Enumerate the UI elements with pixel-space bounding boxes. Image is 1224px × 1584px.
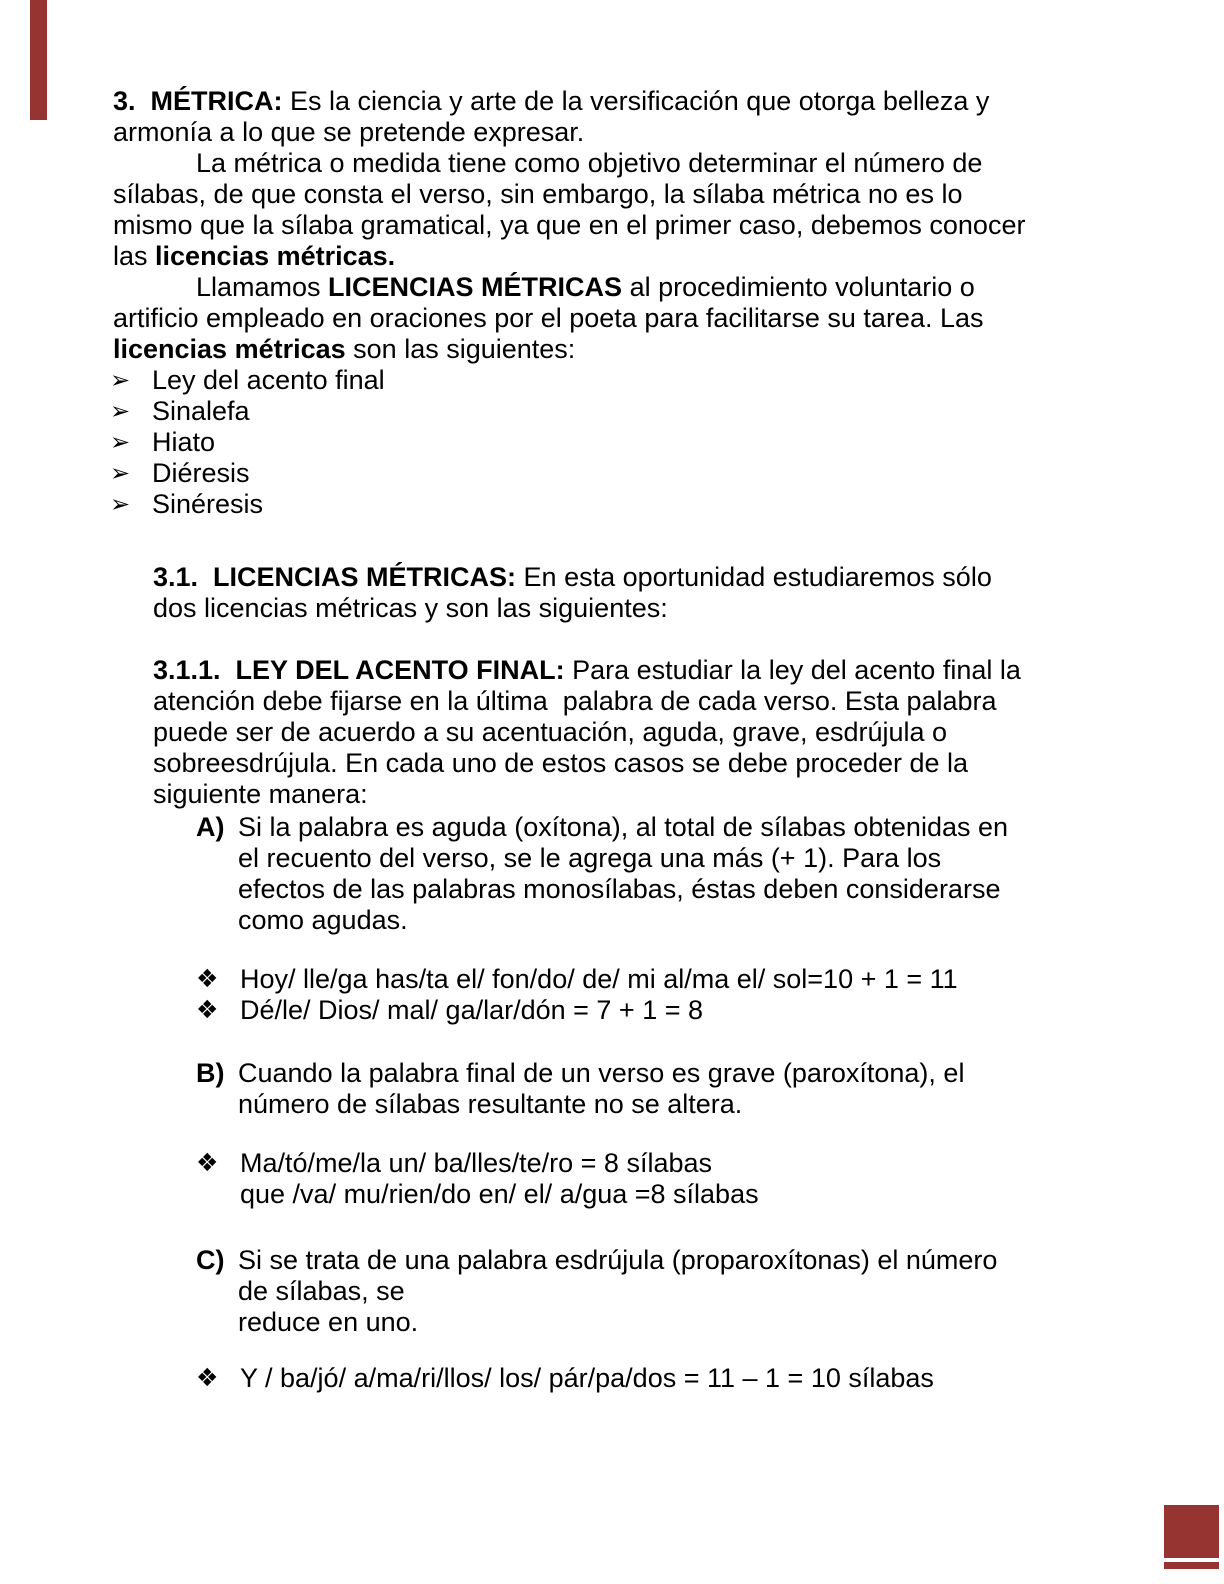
text-line: atención debe fijarse en la última palabra de cada verso. Esta palabra [153, 686, 997, 716]
diamond-bullet-icon: ❖ [196, 1364, 219, 1392]
example-line: ❖ Ma/tó/me/la un/ ba/lles/te/ro = 8 sílabas [196, 1148, 712, 1178]
section-3-paragraph [113, 86, 989, 148]
diamond-bullet-icon: ❖ [196, 1149, 219, 1177]
arrow-bullet-icon: ➢ [110, 367, 131, 394]
text-line: Cuando la palabra final de un verso es grave (paroxítona), el [238, 1058, 965, 1088]
text-line: 3.1.1. LEY DEL ACENTO FINAL: Para estudiar la ley del acento final la [153, 655, 1021, 685]
text-line: como agudas. [238, 905, 408, 935]
metrica-definition-paragraph [113, 148, 1025, 272]
example-line: ❖ Y / ba/jó/ a/ma/ri/llos/ los/ pár/pa/dos = 11 – 1 = 10 sílabas [196, 1363, 934, 1393]
list-item [110, 396, 385, 427]
list-item [110, 365, 385, 396]
text-line: armonía a lo que se pretende expresar. [113, 117, 585, 147]
list-item-label: Diéresis [152, 458, 250, 488]
examples-agudas [196, 964, 958, 1026]
text-line: sílabas, de que consta el verso, sin embargo, la sílaba métrica no es lo [113, 179, 963, 209]
item-a-text [230, 812, 1008, 936]
section-3-heading: 3. MÉTRICA: [113, 86, 291, 116]
text-line: licencias métricas son las siguientes: [113, 334, 576, 364]
licencias-metricas-paragraph [113, 272, 984, 365]
item-b-text [230, 1058, 964, 1120]
list-item [110, 427, 385, 458]
example-esdrujula [196, 1363, 934, 1394]
text-line: las licencias métricas. [113, 241, 396, 271]
list-item [110, 458, 385, 489]
text-line: mismo que la sílaba gramatical, ya que en el primer caso, debemos conocer [113, 210, 1026, 240]
text-line: número de sílabas resultante no se altera. [238, 1089, 743, 1119]
arrow-bullet-icon: ➢ [110, 460, 131, 487]
top-left-accent-bar [30, 0, 47, 120]
list-item-label: Ley del acento final [152, 365, 385, 395]
text-line: de sílabas, se [238, 1276, 405, 1306]
text-line: siguiente manera: [153, 779, 368, 809]
example-line: ❖ Dé/le/ Dios/ mal/ ga/lar/dón = 7 + 1 = 8 [196, 995, 704, 1025]
item-c-label: C) [196, 1245, 225, 1275]
examples-graves [196, 1148, 759, 1210]
section-3-1-1 [153, 655, 1021, 810]
text-line: Llamamos LICENCIAS MÉTRICAS al procedimiento voluntario o [196, 272, 975, 302]
text-line: artificio empleado en oraciones por el poeta para facilitarse su tarea. Las [113, 303, 984, 333]
bottom-right-accent-strip [1164, 1562, 1219, 1569]
item-b [196, 1058, 964, 1120]
licencias-list [110, 365, 385, 520]
list-item-label: Hiato [152, 427, 216, 457]
item-a-label: A) [196, 812, 225, 842]
diamond-bullet-icon: ❖ [196, 996, 219, 1024]
example-continuation-line: que /va/ mu/rien/do en/ el/ a/gua =8 sílabas [240, 1179, 759, 1209]
text-line: reduce en uno. [238, 1307, 419, 1337]
text-line: el recuento del verso, se le agrega una más (+ 1). Para los [238, 843, 942, 873]
item-c-text [230, 1245, 997, 1338]
section-3-1-heading: 3.1. LICENCIAS MÉTRICAS: [153, 562, 524, 592]
text-line: Si la palabra es aguda (oxítona), al total de sílabas obtenidas en [238, 812, 1009, 842]
section-3-1-1-heading: 3.1.1. LEY DEL ACENTO FINAL: [153, 655, 573, 685]
list-item-label: Sinalefa [152, 396, 250, 426]
arrow-bullet-icon: ➢ [110, 491, 131, 518]
item-b-label: B) [196, 1058, 225, 1088]
text-line: 3.1. LICENCIAS MÉTRICAS: En esta oportunidad estudiaremos sólo [153, 562, 992, 592]
arrow-bullet-icon: ➢ [110, 429, 131, 456]
text-line: Si se trata de una palabra esdrújula (proparoxítonas) el número [238, 1245, 998, 1275]
text-line: sobreesdrújula. En cada uno de estos casos se debe proceder de la [153, 748, 969, 778]
text-line: puede ser de acuerdo a su acentuación, aguda, grave, esdrújula o [153, 717, 948, 747]
example-line: ❖ Hoy/ lle/ga has/ta el/ fon/do/ de/ mi al/ma el/ sol=10 + 1 = 11 [196, 964, 958, 994]
text-line: efectos de las palabras monosílabas, éstas deben considerarse [238, 874, 1001, 904]
section-3-1 [153, 562, 992, 624]
list-item [110, 489, 385, 520]
diamond-bullet-icon: ❖ [196, 965, 219, 993]
arrow-bullet-icon: ➢ [110, 398, 131, 425]
text-line: 3. MÉTRICA: Es la ciencia y arte de la versificación que otorga belleza y [113, 86, 990, 116]
item-c [196, 1245, 997, 1338]
list-item-label: Sinéresis [152, 489, 264, 519]
text-line: La métrica o medida tiene como objetivo determinar el número de [196, 148, 983, 178]
text-line: dos licencias métricas y son las siguientes: [153, 593, 668, 623]
item-a [196, 812, 1008, 936]
bottom-right-accent-square [1164, 1505, 1219, 1558]
